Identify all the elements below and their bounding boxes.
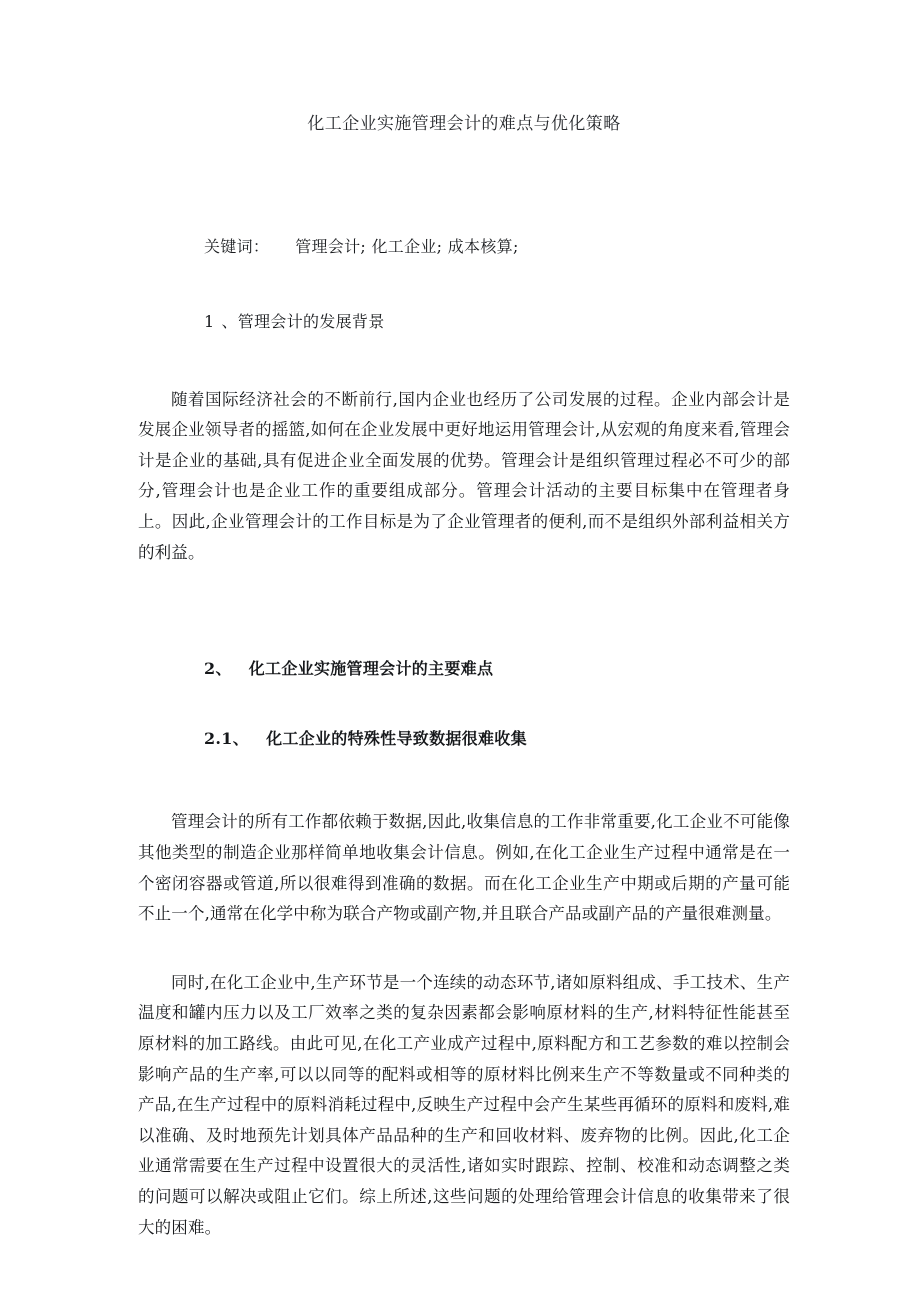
section-heading-2 [138, 656, 790, 682]
section-separator-2-1: 、 [232, 728, 250, 748]
spacer-after-section-1 [138, 335, 790, 385]
spacer-after-section-2-1 [138, 751, 790, 807]
keywords-value: 管理会计; 化工企业; 成本核算; [295, 236, 519, 256]
keywords-label: 关键词： [204, 236, 270, 256]
section-separator-2: 、 [215, 659, 232, 679]
title-spacer [138, 138, 790, 234]
section-number-2: 2 [204, 659, 216, 679]
section-heading-2-1 [138, 726, 790, 752]
paragraph-2-1-2: 同时,在化工企业中,生产环节是一个连续的动态环节,诸如原料组成、手工技术、生产温度和罐内压力以及工厂效率之类的复杂因素都会影响原材料的生产,材料特征性能甚至原材料的加工路线。由此可见,在化工产业成产过程中,原料配方和工艺参数的难以控制会影响产品的生产率,可以以同等的配料或相等的原材料比例来生产不等数量或不同种类的产品,在生产过程中的原料消耗过程中,反映生产过程中会产生某些再循环的原料和废料,难以准确、及时地预先计划具体产品品种的生产和回收材料、废弃物的比例。因此,化工企业通常需要在生产过程中设置很大的灵活性,诸如实时跟踪、控制、校准和动态调整之类的问题可以解决或阻止它们。综上所述,这些问题的处理给管理会计信息的收集带来了很大的困难。 [138, 972, 790, 1237]
document-body [138, 0, 790, 1243]
section-number-2-1: 2.1 [204, 728, 233, 748]
keywords-line [138, 234, 790, 260]
paragraph-2-1-1: 管理会计的所有工作都依赖于数据,因此,收集信息的工作非常重要,化工企业不可能像其他类型的制造企业那样简单地收集会计信息。例如,在化工企业生产过程中通常是在一个密闭容器或管道,所以很难得到准确的数据。而在化工企业生产中期或后期的产量可能不止一个,通常在化学中称为联合产物或副产物,并且联合产品或副产品的产量很难测量。 [138, 812, 790, 924]
spacer-before-section-2 [138, 568, 790, 656]
spacer-before-section-1 [138, 259, 790, 309]
spacer-before-section-2-1 [138, 682, 790, 726]
section-title-2-1: 化工企业的特殊性导致数据很难收集 [266, 728, 527, 748]
section-title-2: 化工企业实施管理会计的主要难点 [248, 659, 494, 679]
section-title-1: 管理会计的发展背景 [237, 312, 385, 332]
page-title: 化工企业实施管理会计的难点与优化策略 [307, 114, 621, 134]
spacer-between-paragraphs [138, 930, 790, 968]
section-separator-1: 、 [221, 312, 238, 332]
section-heading-1 [138, 309, 790, 335]
paragraph-1-1: 随着国际经济社会的不断前行,国内企业也经历了公司发展的过程。企业内部会计是发展企业领导者的摇篮,如何在企业发展中更好地运用管理会计,从宏观的角度来看,管理会计是企业的基础,具有促进企业全面发展的优势。管理会计是组织管理过程必不可少的部分,管理会计也是企业工作的重要组成部分。管理会计活动的主要目标集中在管理者身上。因此,企业管理会计的工作目标是为了企业管理者的便利,而不是组织外部利益相关方的利益。 [138, 389, 790, 562]
section-number-1: 1 [204, 312, 215, 332]
